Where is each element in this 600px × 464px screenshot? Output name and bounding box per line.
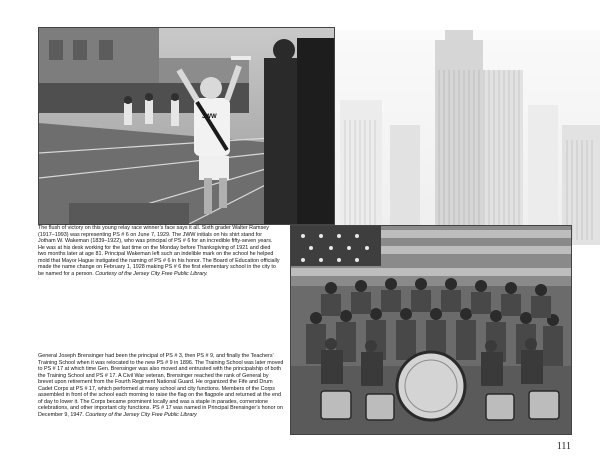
shirt-initials: JWW [202,114,217,120]
relay-race-photo [38,27,335,225]
drum-corps-caption-credit: Courtesy of the Jersey City Free Public Library [85,411,197,418]
drum-corps-caption-text: General Joseph Brensinger had been the principal of PS # 3, then PS # 9, and finally the Teachers’ Training School when it was relocated to the new PS # 9 in 1896. The Training School was later moved to PS # 17 at which time Gen. Brensinger was also moved and entrusted with the principalship of both the Training School and PS # 17. A Civil War veteran, Brensinger reached the rank of General by brevet upon retirement from the Fourth Regiment National Guard. He organized the Fife and Drum Cadet Corps at PS # 17, which performed at many school and city functions. Members of the Corps assembled in front of the school each morning to raise the flag on the flagpole and returned at the end of day to lower it. The Corps became prominent locally and was a staple in parades, cornerstone celebrations, and other important city functions. PS # 17 was named in Principal Brensinger’s honor on December 9, 1947. [38,353,284,418]
page-number: 111 [556,441,571,452]
relay-caption-credit: Courtesy of the Jersey City Free Public Library. [95,270,208,277]
relay-caption-text: The flush of victory on this young relay race winner’s face says it all. Sixth grader Walter Ramsey (1917–1993) was representing PS # 6 on June 7, 1929. The JWW initials on his shirt stand for Jotham W. Wakeman (1839–1922), who was principal of PS # 6 for an incredible fifty-seven years. He was at his desk working for the last time on the Monday before Thanksgiving of 1921 and died two months later at age 81. Principal Wakeman left such an indelible mark on the school he helped mold that Mayor Hague instigated the naming of PS # 6 in his honor. The Board of Education officially made the name change on February 1, 1928 making PS # 6 the first elementary school in the city to be named for a person. [38,225,280,277]
skyline-background-image [330,30,600,245]
fife-drum-corps-photo [290,225,572,435]
drum-corps-caption [38,353,284,418]
relay-photo-caption [38,225,280,277]
